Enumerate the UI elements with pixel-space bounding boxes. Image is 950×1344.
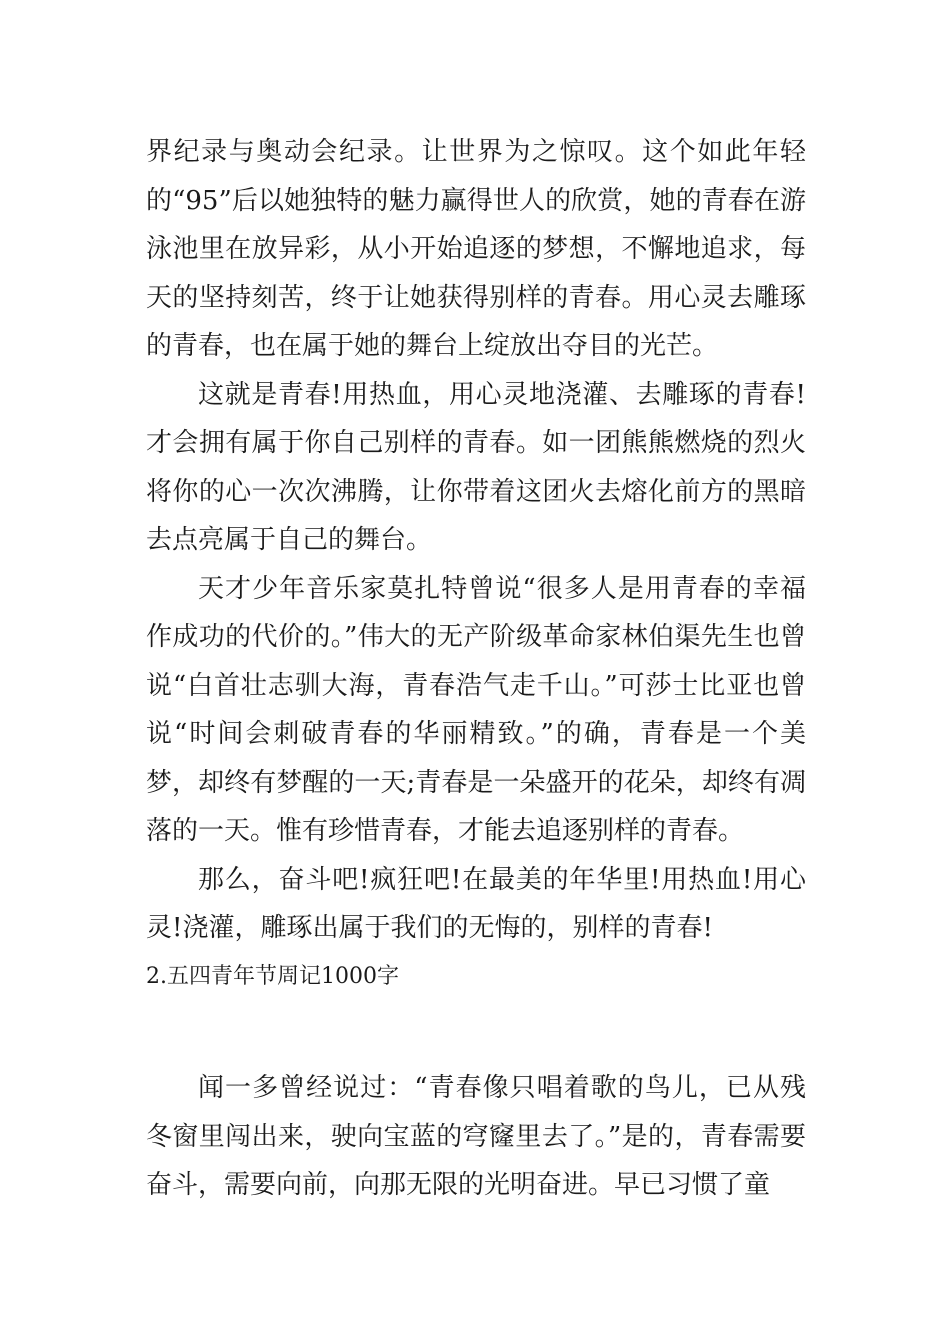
section-spacer — [146, 1001, 806, 1064]
paragraph: 闻一多曾经说过：“青春像只唱着歌的鸟儿，已从残冬窗里闯出来，驶向宝蓝的穹窿里去了。”是的，青春需要奋斗，需要向前，向那无限的光明奋进。早已习惯了童 — [146, 1073, 806, 1200]
document-body — [146, 128, 806, 1210]
paragraph: 那么，奋斗吧!疯狂吧!在最美的年华里!用热血!用心灵!浇灌，雕琢出属于我们的无悔的，别样的青春! — [146, 864, 806, 943]
paragraph: 天才少年音乐家莫扎特曾说“很多人是用青春的幸福作成功的代价的。”伟大的无产阶级革命家林伯渠先生也曾说“白首壮志驯大海，青春浩气走千山。”可莎士比亚也曾说“时间会刺破青春的华丽精致。”的确，青春是一个美梦，却终有梦醒的一天;青春是一朵盛开的花朵，却终有凋落的一天。惟有珍惜青春，才能去追逐别样的青春。 — [146, 573, 806, 846]
paragraph-continuation: 界纪录与奥动会纪录。让世界为之惊叹。这个如此年轻的“95”后以她独特的魅力赢得世人的欣赏，她的青春在游泳池里在放异彩，从小开始追逐的梦想，不懈地追求，每天的坚持刻苦，终于让她获得别样的青春。用心灵去雕琢的青春，也在属于她的舞台上绽放出夺目的光芒。 — [146, 137, 806, 361]
section-heading: 2.五四青年节周记1000字 — [146, 963, 399, 989]
paragraph: 这就是青春!用热血，用心灵地浇灌、去雕琢的青春!才会拥有属于你自己别样的青春。如一团熊熊燃烧的烈火将你的心一次次沸腾，让你带着这团火去熔化前方的黑暗去点亮属于自己的舞台。 — [146, 379, 806, 555]
